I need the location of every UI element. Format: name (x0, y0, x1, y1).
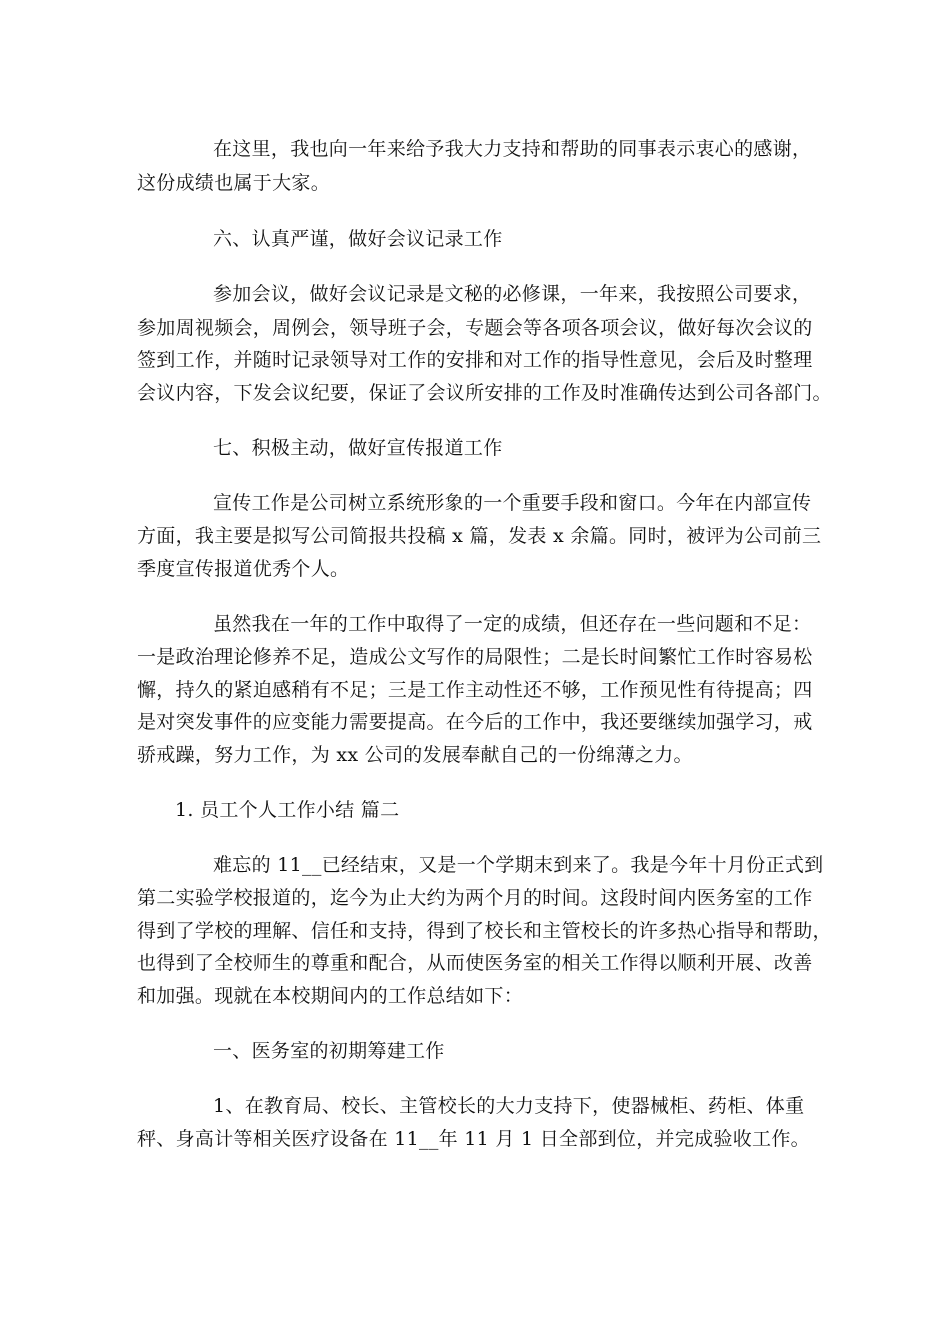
subsection-heading: 1. 员工个人工作小结 篇二 (175, 799, 400, 821)
text-line: 虽然我在一年的工作中取得了一定的成绩，但还存在一些问题和不足： (213, 613, 812, 635)
text-line: 难忘的 11__已经结束，又是一个学期末到来了。我是今年十月份正式到 (213, 854, 824, 876)
section-heading: 一、医务室的初期筹建工作 (213, 1040, 445, 1062)
text-line: 参加周视频会，周例会，领导班子会，专题会等各项各项会议，做好每次会议的 (137, 317, 813, 339)
text-line: 会议内容，下发会议纪要，保证了会议所安排的工作及时准确传达到公司各部门。 (137, 382, 832, 404)
text-line: 得到了学校的理解、信任和支持，得到了校长和主管校长的许多热心指导和帮助， (137, 920, 832, 942)
text-line: 也得到了全校师生的尊重和配合，从而使医务室的相关工作得以顺利开展、改善 (137, 952, 813, 974)
text-line: 是对突发事件的应变能力需要提高。在今后的工作中，我还要继续加强学习，戒 (137, 711, 813, 733)
section-heading: 七、积极主动，做好宣传报道工作 (213, 437, 503, 459)
section-heading: 六、认真严谨，做好会议记录工作 (213, 228, 503, 250)
text-line: 宣传工作是公司树立系统形象的一个重要手段和窗口。今年在内部宣传 (213, 492, 812, 514)
text-line: 方面，我主要是拟写公司简报共投稿 x 篇，发表 x 余篇。同时，被评为公司前三 (137, 525, 822, 547)
text-line: 懈，持久的紧迫感稍有不足；三是工作主动性还不够，工作预见性有待提高；四 (137, 679, 813, 701)
text-line: 和加强。现就在本校期间内的工作总结如下： (137, 985, 524, 1007)
text-line: 这份成绩也属于大家。 (137, 172, 331, 194)
text-line: 一是政治理论修养不足，造成公文写作的局限性；二是长时间繁忙工作时容易松 (137, 646, 813, 668)
text-line: 秤、身高计等相关医疗设备在 11__年 11 月 1 日全部到位，并完成验收工作。 (137, 1128, 810, 1150)
text-line: 1、在教育局、校长、主管校长的大力支持下，使器械柜、药柜、体重 (213, 1095, 805, 1117)
text-line: 签到工作，并随时记录领导对工作的安排和对工作的指导性意见，会后及时整理 (137, 349, 813, 371)
text-line: 季度宣传报道优秀个人。 (137, 558, 350, 580)
text-line: 第二实验学校报道的，迄今为止大约为两个月的时间。这段时间内医务室的工作 (137, 887, 813, 909)
text-line: 在这里，我也向一年来给予我大力支持和帮助的同事表示衷心的感谢， (213, 138, 812, 160)
text-line: 骄戒躁，努力工作，为 xx 公司的发展奉献自己的一份绵薄之力。 (137, 744, 693, 766)
text-line: 参加会议，做好会议记录是文秘的必修课，一年来，我按照公司要求， (213, 283, 812, 305)
